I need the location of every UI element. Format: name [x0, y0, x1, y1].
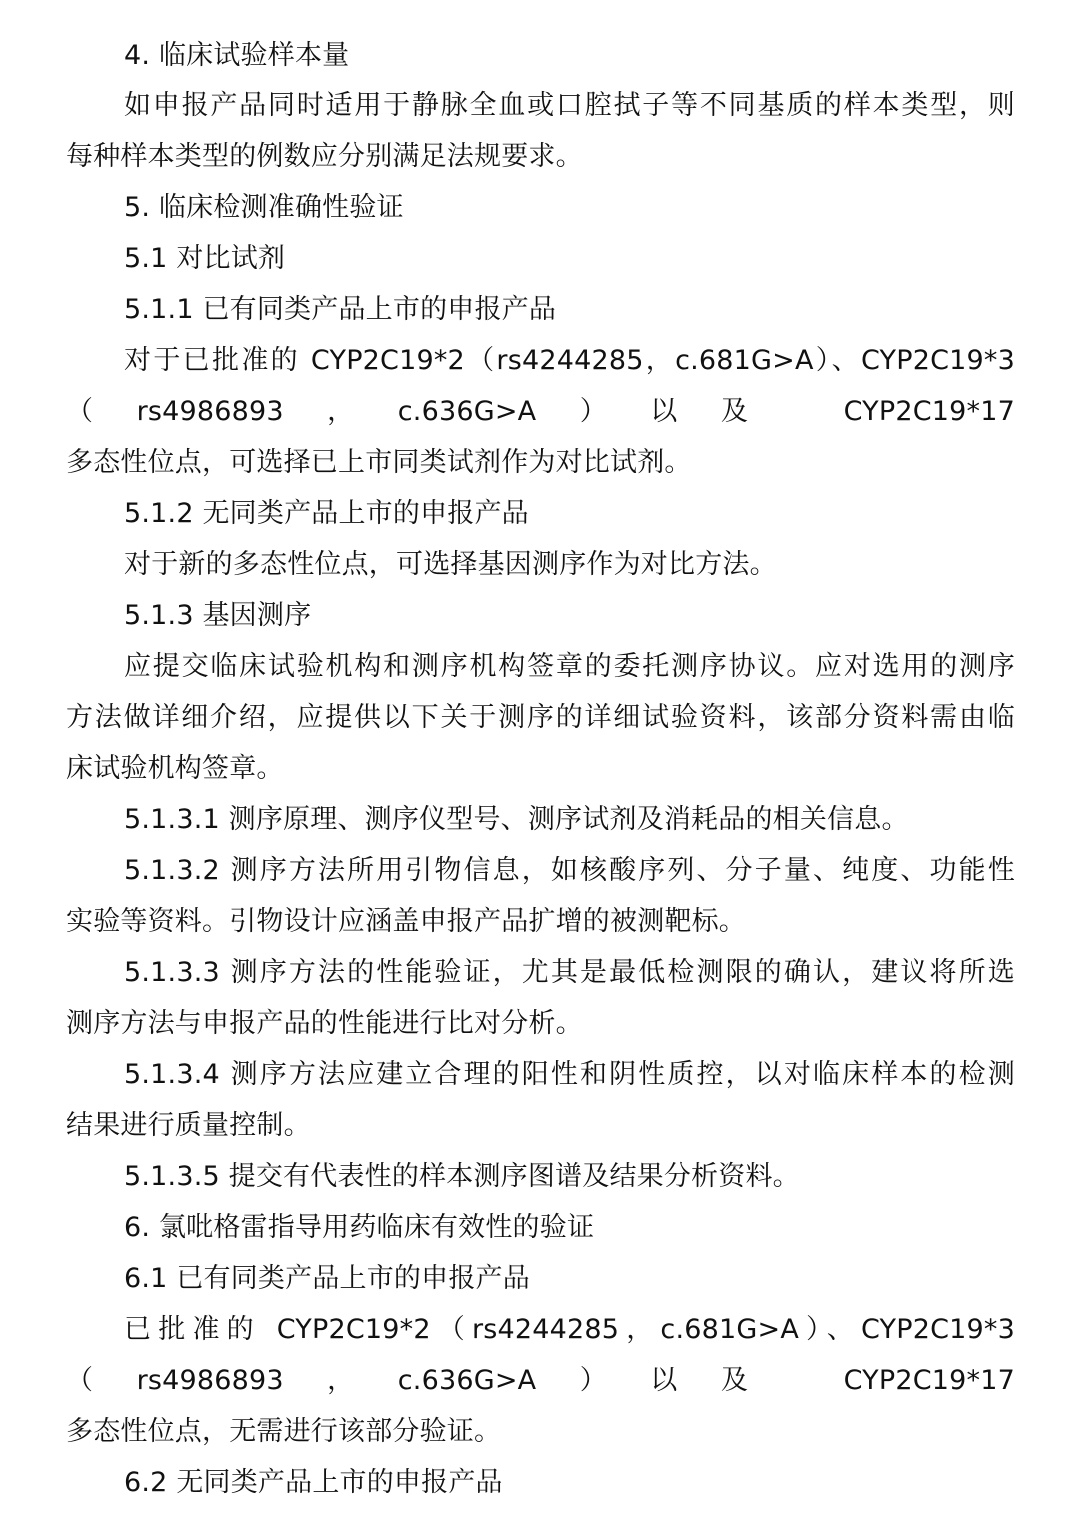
paragraph-line: 如申报产品同时适用于静脉全血或口腔拭子等不同基质的样本类型，则 [124, 90, 1015, 121]
list-item-5-1-3-2: 5.1.3.2 测序方法所用引物信息，如核酸序列、分子量、纯度、功能性 [124, 855, 1015, 886]
paragraph-line: 每种样本类型的例数应分别满足法规要求。 [66, 141, 583, 172]
paragraph-line: （rs4986893，c.636G>A）以及 CYP2C19*17 [66, 396, 1015, 427]
heading-6-2: 6.2 无同类产品上市的申报产品 [124, 1467, 503, 1498]
list-item-5-1-3-3: 5.1.3.3 测序方法的性能验证，尤其是最低检测限的确认，建议将所选 [124, 957, 1015, 988]
heading-clopidogrel-validation: 6. 氯吡格雷指导用药临床有效性的验证 [124, 1212, 595, 1243]
paragraph-line: 多态性位点，无需进行该部分验证。 [66, 1416, 502, 1447]
paragraph-line: 结果进行质量控制。 [66, 1110, 311, 1141]
paragraph-line: 方法做详细介绍，应提供以下关于测序的详细试验资料，该部分资料需由临 [66, 702, 1015, 733]
list-item-5-1-3-4: 5.1.3.4 测序方法应建立合理的阳性和阴性质控，以对临床样本的检测 [124, 1059, 1015, 1090]
heading-accuracy-validation: 5. 临床检测准确性验证 [124, 192, 404, 223]
paragraph-line: （rs4986893，c.636G>A）以及 CYP2C19*17 [66, 1365, 1015, 1396]
heading-6-1: 6.1 已有同类产品上市的申报产品 [124, 1263, 530, 1294]
list-item-5-1-3-5: 5.1.3.5 提交有代表性的样本测序图谱及结果分析资料。 [124, 1161, 800, 1192]
heading-no-existing-products: 5.1.2 无同类产品上市的申报产品 [124, 498, 529, 529]
paragraph-line: 多态性位点，可选择已上市同类试剂作为对比试剂。 [66, 447, 692, 478]
heading-sample-size: 4. 临床试验样本量 [124, 40, 350, 71]
paragraph-line: 对于已批准的 CYP2C19*2（rs4244285，c.681G>A）、CYP2C19*3 [124, 345, 1015, 376]
paragraph-line: 床试验机构签章。 [66, 753, 284, 784]
paragraph-line: 对于新的多态性位点，可选择基因测序作为对比方法。 [124, 549, 777, 580]
paragraph-line: 测序方法与申报产品的性能进行比对分析。 [66, 1008, 583, 1039]
heading-gene-sequencing: 5.1.3 基因测序 [124, 600, 312, 631]
heading-comparison-reagent: 5.1 对比试剂 [124, 243, 286, 274]
paragraph-line: 已批准的 CYP2C19*2（rs4244285，c.681G>A）、CYP2C19*3 [124, 1314, 1015, 1345]
list-item-5-1-3-1: 5.1.3.1 测序原理、测序仪型号、测序试剂及消耗品的相关信息。 [124, 804, 909, 835]
heading-existing-products: 5.1.1 已有同类产品上市的申报产品 [124, 294, 557, 325]
paragraph-line: 实验等资料。引物设计应涵盖申报产品扩增的被测靶标。 [66, 906, 746, 937]
paragraph-line: 应提交临床试验机构和测序机构签章的委托测序协议。应对选用的测序 [124, 651, 1015, 682]
